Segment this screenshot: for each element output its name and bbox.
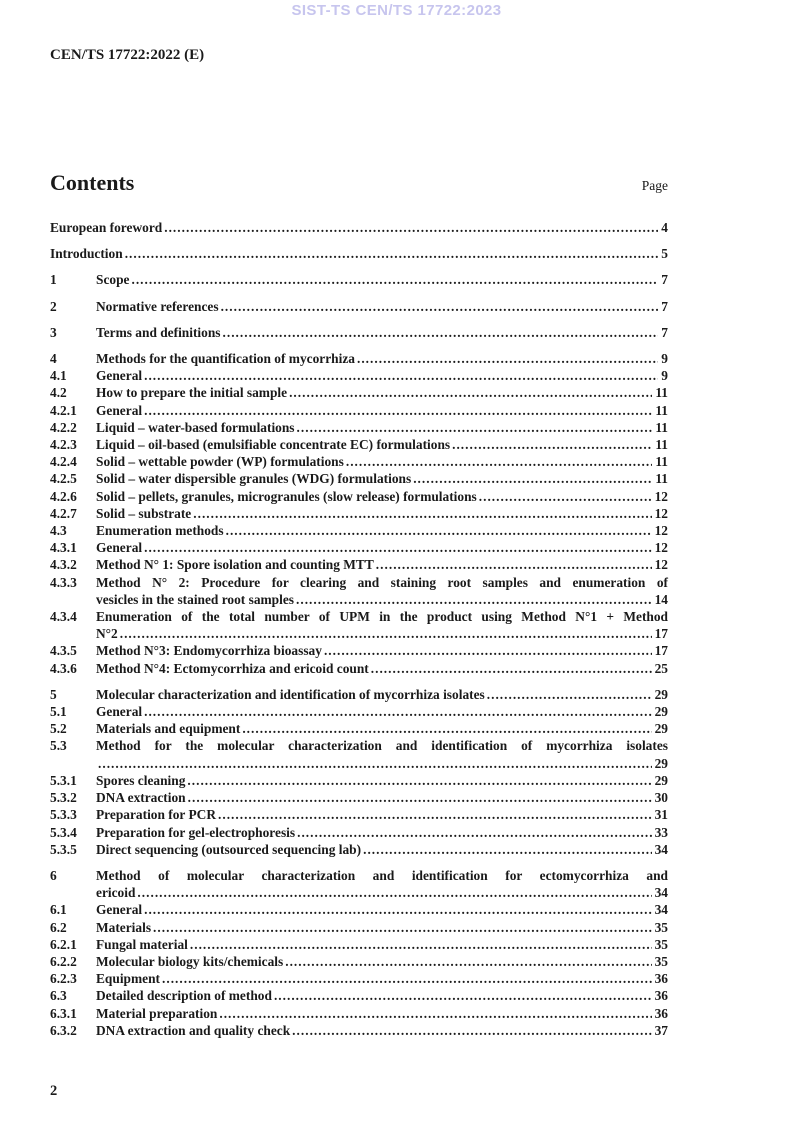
toc-entry-body bbox=[96, 453, 668, 470]
toc-entry-page: 9 bbox=[661, 351, 668, 367]
toc-entry-number: 5.3.5 bbox=[50, 841, 77, 857]
toc-dotted-leader bbox=[218, 806, 652, 823]
toc-entry bbox=[50, 867, 668, 901]
toc-entry-number: 6.2 bbox=[50, 919, 67, 935]
toc-entry bbox=[50, 271, 668, 288]
toc-entry-body bbox=[96, 505, 668, 522]
toc-dotted-leader bbox=[346, 453, 652, 470]
footer-page-number: 2 bbox=[50, 1083, 58, 1099]
toc-entry-body bbox=[96, 574, 668, 608]
toc-dotted-leader bbox=[242, 720, 651, 737]
toc-entry-body bbox=[96, 402, 668, 419]
toc-entry-title: General bbox=[96, 902, 143, 918]
toc-entry-body bbox=[96, 271, 668, 288]
toc-entry-line bbox=[96, 686, 668, 703]
toc-entry bbox=[50, 841, 668, 858]
toc-entry-number: 2 bbox=[50, 298, 57, 314]
toc-entry-body bbox=[96, 686, 668, 703]
toc-entry-number: 5.3 bbox=[50, 738, 67, 754]
toc-dotted-leader bbox=[324, 642, 652, 659]
toc-entry-line bbox=[96, 642, 668, 659]
toc-entry bbox=[50, 298, 668, 315]
toc-entry-body bbox=[96, 703, 668, 720]
toc-dotted-leader bbox=[190, 936, 652, 953]
toc-entry-page: 17 bbox=[654, 626, 668, 642]
toc-entry-line bbox=[96, 488, 668, 505]
toc-entry-line bbox=[96, 841, 668, 858]
toc-dotted-leader bbox=[164, 219, 658, 236]
toc-entry-line bbox=[96, 824, 668, 841]
toc-dotted-leader bbox=[162, 970, 652, 987]
toc-entry-title: Scope bbox=[96, 272, 130, 288]
toc-entry bbox=[50, 1022, 668, 1039]
toc-entry-body bbox=[96, 660, 668, 677]
toc-entry-number: 4.3.3 bbox=[50, 574, 77, 590]
toc-dotted-leader bbox=[125, 245, 659, 262]
toc-entry-number: 4.2 bbox=[50, 385, 67, 401]
toc-entry-title: N°2 bbox=[96, 626, 118, 642]
toc-entry-title: General bbox=[96, 402, 143, 418]
toc-entry-line bbox=[96, 324, 668, 341]
toc-entry-number: 6.2.3 bbox=[50, 971, 77, 987]
toc-dotted-leader bbox=[363, 841, 652, 858]
toc-entry-line bbox=[96, 660, 668, 677]
toc-entry-page: 29 bbox=[654, 704, 668, 720]
toc-dotted-leader bbox=[187, 772, 651, 789]
toc-entry-title: Materials and equipment bbox=[96, 721, 241, 737]
toc-dotted-leader bbox=[357, 350, 658, 367]
toc-entry bbox=[50, 522, 668, 539]
toc-entry-page: 34 bbox=[654, 902, 668, 918]
toc-entry-number: 5.3.2 bbox=[50, 790, 77, 806]
toc-entry-title: Method N° 1: Spore isolation and counting MTT bbox=[96, 557, 374, 573]
toc-entry bbox=[50, 436, 668, 453]
toc-entry-page: 11 bbox=[655, 471, 668, 487]
toc-entry-title: Liquid – oil-based (emulsifiable concentrate EC) formulations bbox=[96, 437, 451, 453]
toc-entry-line bbox=[96, 806, 668, 823]
toc-entry-line bbox=[96, 625, 668, 642]
toc-entry-title-line1: Method N° 2: Procedure for clearing and staining root samples and enumeration of bbox=[96, 574, 668, 590]
toc-entry-body bbox=[50, 245, 668, 262]
toc-entry-body bbox=[96, 522, 668, 539]
toc-entry bbox=[50, 936, 668, 953]
toc-entry-title: Solid – wettable powder (WP) formulations bbox=[96, 454, 344, 470]
toc-dotted-leader bbox=[413, 470, 652, 487]
toc-entry-number: 5.3.3 bbox=[50, 807, 77, 823]
toc-entry-page: 25 bbox=[654, 660, 668, 676]
toc-dotted-leader bbox=[144, 901, 652, 918]
toc-entry-line bbox=[96, 901, 668, 918]
toc-entry-title-line1: Enumeration of the total number of UPM in the product using Method N°1 + Method bbox=[96, 609, 668, 625]
toc-entry bbox=[50, 642, 668, 659]
toc-entry-line bbox=[96, 367, 668, 384]
toc-entry bbox=[50, 245, 668, 262]
toc-dotted-leader bbox=[371, 660, 652, 677]
toc-entry bbox=[50, 737, 668, 771]
toc-entry-title: Method N°3: Endomycorrhiza bioassay bbox=[96, 643, 322, 659]
toc-entry-page: 36 bbox=[654, 971, 668, 987]
toc-entry-page: 34 bbox=[654, 885, 668, 901]
toc-dotted-leader bbox=[137, 884, 651, 901]
toc-entry-body bbox=[96, 737, 668, 771]
toc-entry bbox=[50, 987, 668, 1004]
toc-entry-body bbox=[96, 488, 668, 505]
toc-dotted-leader bbox=[292, 1022, 651, 1039]
toc-entry-body bbox=[96, 419, 668, 436]
toc-entry-number: 5.3.4 bbox=[50, 824, 77, 840]
toc-entry-number: 4.2.1 bbox=[50, 402, 77, 418]
toc-entry bbox=[50, 402, 668, 419]
toc-entry-title: Spores cleaning bbox=[96, 772, 186, 788]
toc-entry bbox=[50, 470, 668, 487]
document-reference: CEN/TS 17722:2022 (E) bbox=[50, 47, 205, 63]
toc-entry bbox=[50, 789, 668, 806]
toc-entry-number: 4.2.7 bbox=[50, 505, 77, 521]
toc-entry-title: Molecular biology kits/chemicals bbox=[96, 953, 284, 969]
toc-entry bbox=[50, 505, 668, 522]
toc-entry-number: 3 bbox=[50, 324, 57, 340]
toc-entry-body bbox=[96, 772, 668, 789]
toc-entry bbox=[50, 953, 668, 970]
toc-entry-line bbox=[96, 402, 668, 419]
toc-entry-line bbox=[96, 919, 668, 936]
toc-entry-number: 5.2 bbox=[50, 721, 67, 737]
toc-entry-title: Introduction bbox=[50, 246, 123, 262]
toc-entry-number: 6.2.2 bbox=[50, 953, 77, 969]
toc-entry bbox=[50, 219, 668, 236]
toc-entry bbox=[50, 324, 668, 341]
toc-entry bbox=[50, 660, 668, 677]
toc-entry-number: 4.2.2 bbox=[50, 419, 77, 435]
toc-entry-body bbox=[96, 789, 668, 806]
toc-entry-title: Normative references bbox=[96, 298, 219, 314]
toc-entry-page: 12 bbox=[654, 488, 668, 504]
toc-entry-line bbox=[96, 453, 668, 470]
toc-entry-page: 29 bbox=[654, 772, 668, 788]
toc-entry-page: 29 bbox=[654, 755, 668, 771]
contents-heading: Contents bbox=[50, 170, 135, 195]
toc-entry-title-line1: Method of molecular characterization and identification for ectomycorrhiza and bbox=[96, 867, 668, 883]
toc-entry-line bbox=[96, 539, 668, 556]
toc-entry-body bbox=[96, 901, 668, 918]
toc-entry-number: 5.3.1 bbox=[50, 772, 77, 788]
toc-entry-page: 14 bbox=[654, 591, 668, 607]
toc-entry-number: 4.3.5 bbox=[50, 643, 77, 659]
toc-entry-page: 11 bbox=[655, 454, 668, 470]
toc-entry bbox=[50, 901, 668, 918]
toc-entry-body bbox=[96, 1005, 668, 1022]
toc-dotted-leader bbox=[144, 539, 652, 556]
toc-entry-body bbox=[96, 806, 668, 823]
toc-entry-body bbox=[96, 642, 668, 659]
toc-entry-page: 36 bbox=[654, 1005, 668, 1021]
toc-entry-title: Molecular characterization and identification of mycorrhiza isolates bbox=[96, 686, 485, 702]
toc-entry-line bbox=[50, 245, 668, 262]
toc-dotted-leader bbox=[144, 367, 658, 384]
toc-dotted-leader bbox=[219, 1005, 651, 1022]
toc-entry-number: 4.2.4 bbox=[50, 454, 77, 470]
toc-entry-body bbox=[96, 350, 668, 367]
toc-entry-body bbox=[50, 219, 668, 236]
toc-entry-page: 17 bbox=[654, 643, 668, 659]
toc-entry bbox=[50, 608, 668, 642]
toc-entry bbox=[50, 350, 668, 367]
toc-entry-title: How to prepare the initial sample bbox=[96, 385, 288, 401]
toc-entry-line bbox=[96, 298, 668, 315]
toc-entry-number: 6.3.1 bbox=[50, 1005, 77, 1021]
toc-dotted-leader bbox=[297, 419, 653, 436]
toc-entry-number: 4.3 bbox=[50, 523, 67, 539]
toc-entry-title: Equipment bbox=[96, 971, 160, 987]
toc-dotted-leader bbox=[226, 522, 652, 539]
toc-entry-title: Solid – pellets, granules, microgranules (slow release) formulations bbox=[96, 488, 477, 504]
toc-entry-body bbox=[96, 936, 668, 953]
toc-entry-page: 11 bbox=[655, 437, 668, 453]
toc-entry bbox=[50, 806, 668, 823]
toc-entry-page: 12 bbox=[654, 540, 668, 556]
toc-entry-line bbox=[96, 970, 668, 987]
toc-entry-page: 12 bbox=[654, 505, 668, 521]
toc-entry bbox=[50, 686, 668, 703]
toc-entry-page: 7 bbox=[661, 272, 668, 288]
toc-entry-title-line1: Method for the molecular characterization and identification of mycorrhiza isolates bbox=[96, 738, 668, 754]
toc-dotted-leader bbox=[289, 384, 652, 401]
toc-entry-number: 4.2.5 bbox=[50, 471, 77, 487]
toc-dotted-leader bbox=[285, 953, 651, 970]
toc-dotted-leader bbox=[188, 789, 652, 806]
toc-entry-line bbox=[96, 884, 668, 901]
toc-entry-body bbox=[96, 436, 668, 453]
toc-entry-number: 1 bbox=[50, 272, 57, 288]
toc-entry-page: 9 bbox=[661, 368, 668, 384]
toc-entry-page: 12 bbox=[654, 557, 668, 573]
toc-entry-body bbox=[96, 556, 668, 573]
toc-entry-body bbox=[96, 470, 668, 487]
toc-entry-number: 6.1 bbox=[50, 902, 67, 918]
toc-entry-page: 36 bbox=[654, 988, 668, 1004]
toc-entry-line bbox=[50, 219, 668, 236]
toc-entry-page: 11 bbox=[655, 385, 668, 401]
toc-entry bbox=[50, 919, 668, 936]
toc-entry-page: 35 bbox=[654, 936, 668, 952]
toc-entry-page: 31 bbox=[654, 807, 668, 823]
toc-entry bbox=[50, 539, 668, 556]
toc-entry-body bbox=[96, 720, 668, 737]
toc-entry-number: 4.3.4 bbox=[50, 609, 77, 625]
toc-entry-page: 11 bbox=[655, 419, 668, 435]
toc-dotted-leader bbox=[487, 686, 652, 703]
toc-entry-title: Material preparation bbox=[96, 1005, 218, 1021]
watermark-text: SIST-TS CEN/TS 17722:2023 bbox=[291, 2, 502, 19]
toc-entry-line bbox=[96, 384, 668, 401]
toc-entry-number: 4.3.6 bbox=[50, 660, 77, 676]
toc-entry-title: Enumeration methods bbox=[96, 523, 224, 539]
toc-entry-body bbox=[96, 608, 668, 642]
toc-dotted-leader bbox=[131, 271, 658, 288]
toc-entry-body bbox=[96, 841, 668, 858]
toc-dotted-leader bbox=[120, 625, 652, 642]
toc-entry-page: 4 bbox=[661, 220, 668, 235]
toc-entry-page: 35 bbox=[654, 919, 668, 935]
toc-entry bbox=[50, 419, 668, 436]
toc-dotted-leader bbox=[376, 556, 652, 573]
toc-entry-number: 6 bbox=[50, 867, 57, 883]
toc-entry-number: 6.2.1 bbox=[50, 936, 77, 952]
toc-entry-line bbox=[96, 936, 668, 953]
toc-entry-line bbox=[96, 522, 668, 539]
toc-dotted-leader bbox=[479, 488, 652, 505]
contents-header bbox=[50, 170, 668, 196]
toc-dotted-leader bbox=[153, 919, 652, 936]
toc-entry-body bbox=[96, 987, 668, 1004]
toc-entry-title: Method N°4: Ectomycorrhiza and ericoid count bbox=[96, 660, 369, 676]
toc-entry-page: 30 bbox=[654, 790, 668, 806]
toc-entry-title: General bbox=[96, 704, 143, 720]
toc-entry-body bbox=[96, 1022, 668, 1039]
toc-entry-title: Fungal material bbox=[96, 936, 188, 952]
toc-dotted-leader bbox=[144, 703, 652, 720]
toc-entry-line bbox=[96, 556, 668, 573]
toc-entry bbox=[50, 574, 668, 608]
toc-entry bbox=[50, 720, 668, 737]
toc-entry-line bbox=[96, 470, 668, 487]
toc-entry-title: Solid – substrate bbox=[96, 505, 192, 521]
toc-entry-body bbox=[96, 953, 668, 970]
toc-entry-page: 5 bbox=[661, 246, 668, 262]
toc-entry-line bbox=[96, 789, 668, 806]
toc-entry-title: Direct sequencing (outsourced sequencing lab) bbox=[96, 841, 362, 857]
toc-entry-body bbox=[96, 298, 668, 315]
toc-entry-line bbox=[96, 953, 668, 970]
toc-dotted-leader bbox=[221, 298, 659, 315]
toc-dotted-leader bbox=[296, 591, 652, 608]
toc-entry bbox=[50, 772, 668, 789]
toc-entry bbox=[50, 488, 668, 505]
toc-entry-title: Terms and definitions bbox=[96, 324, 221, 340]
toc-dotted-leader bbox=[193, 505, 651, 522]
toc-entry-line bbox=[96, 772, 668, 789]
toc-entry-title: Liquid – water-based formulations bbox=[96, 419, 295, 435]
toc-entry-number: 4.3.2 bbox=[50, 557, 77, 573]
toc-entry bbox=[50, 367, 668, 384]
toc-entry-title: General bbox=[96, 540, 143, 556]
toc-entry-body bbox=[96, 919, 668, 936]
toc-entry-line bbox=[96, 755, 668, 772]
toc-entry-title: Detailed description of method bbox=[96, 988, 272, 1004]
toc-entry-line bbox=[96, 987, 668, 1004]
toc-entry bbox=[50, 453, 668, 470]
toc-entry-line bbox=[96, 591, 668, 608]
toc-entry-title: DNA extraction and quality check bbox=[96, 1022, 291, 1038]
toc-dotted-leader bbox=[223, 324, 659, 341]
toc-dotted-leader bbox=[297, 824, 652, 841]
toc-entry-number: 4.2.3 bbox=[50, 437, 77, 453]
toc-entry-title: General bbox=[96, 368, 143, 384]
toc-entry-line bbox=[96, 703, 668, 720]
toc-entry-body bbox=[96, 970, 668, 987]
toc-dotted-leader bbox=[452, 436, 652, 453]
toc-entry bbox=[50, 970, 668, 987]
toc-entry-title: DNA extraction bbox=[96, 790, 186, 806]
toc-entry-title: Solid – water dispersible granules (WDG) formulations bbox=[96, 471, 412, 487]
toc-dotted-leader bbox=[98, 755, 652, 772]
toc-entry-title: Preparation for gel-electrophoresis bbox=[96, 824, 296, 840]
toc-entry-line bbox=[96, 720, 668, 737]
toc-entry-number: 5 bbox=[50, 686, 57, 702]
toc-entry-title: Methods for the quantification of mycorrhiza bbox=[96, 351, 355, 367]
toc-entry-title: European foreword bbox=[50, 220, 163, 235]
toc-entry bbox=[50, 824, 668, 841]
toc-entry-page: 7 bbox=[661, 298, 668, 314]
toc-entry-number: 4.1 bbox=[50, 368, 67, 384]
toc-entry-page: 35 bbox=[654, 953, 668, 969]
toc-entry-line bbox=[96, 505, 668, 522]
toc-entry-body bbox=[96, 367, 668, 384]
toc-entry-line bbox=[96, 1022, 668, 1039]
toc-dotted-leader bbox=[274, 987, 652, 1004]
toc-dotted-leader bbox=[144, 402, 652, 419]
toc-entry-line bbox=[96, 419, 668, 436]
toc-entry-page: 37 bbox=[654, 1022, 668, 1038]
toc-entry-title: Materials bbox=[96, 919, 152, 935]
toc-entry-body bbox=[96, 824, 668, 841]
toc-entry-body bbox=[96, 384, 668, 401]
toc-entry bbox=[50, 384, 668, 401]
toc-entry-number: 5.1 bbox=[50, 704, 67, 720]
toc-entry-page: 33 bbox=[654, 824, 668, 840]
toc-entry-page: 29 bbox=[654, 686, 668, 702]
toc-entry bbox=[50, 703, 668, 720]
toc-entry-body bbox=[96, 539, 668, 556]
toc-entry-number: 6.3.2 bbox=[50, 1022, 77, 1038]
toc-entry-title: Preparation for PCR bbox=[96, 807, 216, 823]
toc-entry-page: 34 bbox=[654, 841, 668, 857]
toc-entry-line bbox=[96, 436, 668, 453]
toc-entry-number: 4.2.6 bbox=[50, 488, 77, 504]
toc-entry-body bbox=[96, 867, 668, 901]
toc-entry-line bbox=[96, 271, 668, 288]
toc-entry-number: 4 bbox=[50, 351, 57, 367]
toc-entry-number: 6.3 bbox=[50, 988, 67, 1004]
toc-entry-title: ericoid bbox=[96, 885, 136, 901]
page-column-label: Page bbox=[641, 178, 668, 193]
toc-entry-line bbox=[96, 350, 668, 367]
toc-entry-page: 7 bbox=[661, 324, 668, 340]
toc-entry-page: 12 bbox=[654, 523, 668, 539]
toc-entry-number: 4.3.1 bbox=[50, 540, 77, 556]
toc-entry-line bbox=[96, 1005, 668, 1022]
toc-entry-page: 29 bbox=[654, 721, 668, 737]
toc-entry bbox=[50, 556, 668, 573]
toc-entry-title: vesicles in the stained root samples bbox=[96, 591, 295, 607]
toc-entry-body bbox=[96, 324, 668, 341]
toc-entry bbox=[50, 1005, 668, 1022]
toc-entry-page: 11 bbox=[655, 402, 668, 418]
toc-list bbox=[50, 210, 668, 1039]
